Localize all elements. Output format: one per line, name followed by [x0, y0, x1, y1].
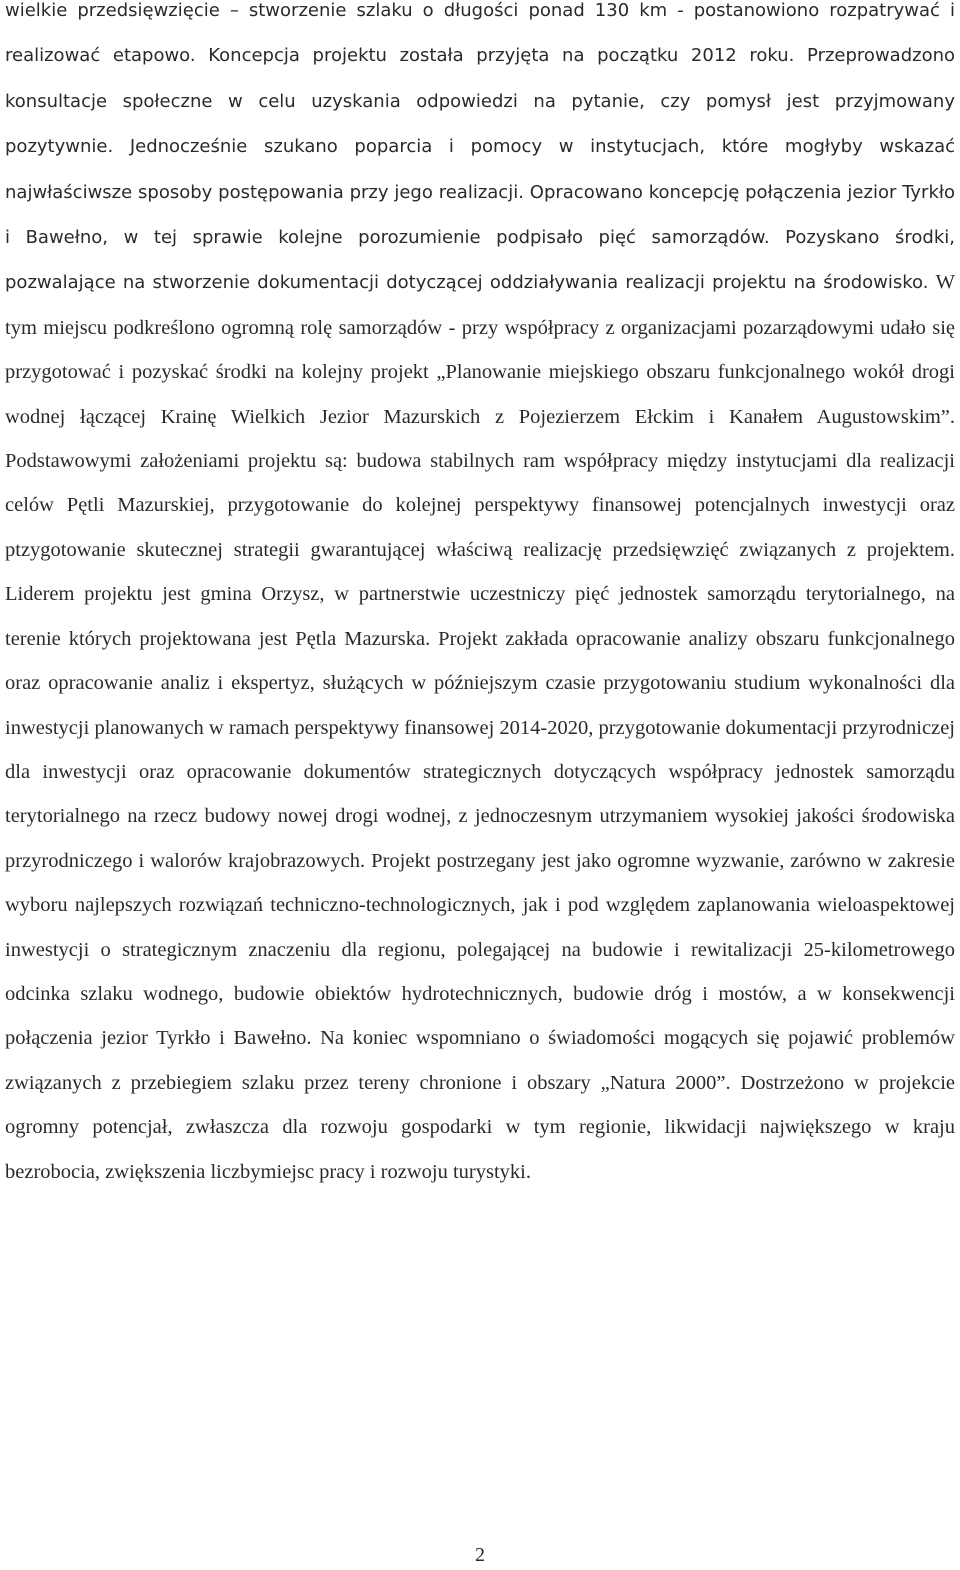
paragraph-segment-sans: wielkie przedsięwzięcie – stworzenie szlaku o długości ponad 130 km - postanowiono rozpatrywać i realizować etapowo. Koncepcja projektu została przyjęta na początku 2012 roku. Przeprowadzono konsultacje społeczne w celu uzyskania odpowiedzi na pytanie, czy pomysł jest przyjmowany pozytywnie. Jednocześnie szukano poparcia i pomocy w instytucjach, które mogłyby wskazać najwłaściwsze sposoby postępowania przy jego realizacji. Opracowano koncepcję połączenia jezior Tyrkło i Bawełno, w tej sprawie kolejne porozumienie podpisało pięć samorządów. Pozyskano środki, pozwalające na stworzenie dokumentacji dotyczącej oddziaływania realizacji projektu na środowisko. — [5, 0, 955, 294]
body-paragraph — [5, 0, 955, 1194]
page-number: 2 — [475, 1544, 485, 1566]
paragraph-segment-serif: W tym miejscu podkreślono ogromną rolę samorządów - przy współpracy z organizacjami pozarządowymi udało się przygotować i pozyskać środki na kolejny projekt „Planowanie miejskiego obszaru funkcjonalnego wokół drogi wodnej łączącej Krainę Wielkich Jezior Mazurskich z Pojezierzem Ełckim i Kanałem Augustowskim”. Podstawowymi założeniami projektu są: budowa stabilnych ram współpracy między instytucjami dla realizacji celów Pętli Mazurskiej, przygotowanie do kolejnej perspektywy finansowej potencjalnych inwestycji oraz ptzygotowanie skutecznej strategii gwarantującej właściwą realizację przedsięwzięć związanych z projektem. Liderem projektu jest gmina Orzysz, w partnerstwie uczestniczy pięć jednostek samorządu terytorialnego, na terenie których projektowana jest Pętla Mazurska. Projekt zakłada opracowanie analizy obszaru funkcjonalnego oraz opracowanie analiz i ekspertyz, służących w późniejszym czasie przygotowaniu studium wykonalności dla inwestycji planowanych w ramach perspektywy finansowej 2014-2020, przygotowanie dokumentacji przyrodniczej dla inwestycji oraz opracowanie dokumentów strategicznych dotyczących współpracy jednostek samorządu terytorialnego na rzecz budowy nowej drogi wodnej, z jednoczesnym utrzymaniem wysokiej jakości środowiska przyrodniczego i walorów krajobrazowych. Projekt postrzegany jest jako ogromne wyzwanie, zarówno w zakresie wyboru najlepszych rozwiązań techniczno-technologicznych, jak i pod względem zaplanowania wieloaspektowej inwestycji o strategicznym znaczeniu dla regionu, polegającej na budowie i rewitalizacji 25-kilometrowego odcinka szlaku wodnego, budowie obiektów hydrotechnicznych, budowie dróg i mostów, a w konsekwencji połączenia jezior Tyrkło i Bawełno. Na koniec wspomniano o świadomości mogących się pojawić problemów związanych z przebiegiem szlaku przez tereny chronione i obszary „Natura 2000”. Dostrzeżono w projekcie ogromny potencjał, zwłaszcza dla rozwoju gospodarki w tym regionie, likwidacji największego w kraju bezrobocia, zwiększenia liczbymiejsc pracy i rozwoju turystyki. — [5, 271, 955, 1183]
